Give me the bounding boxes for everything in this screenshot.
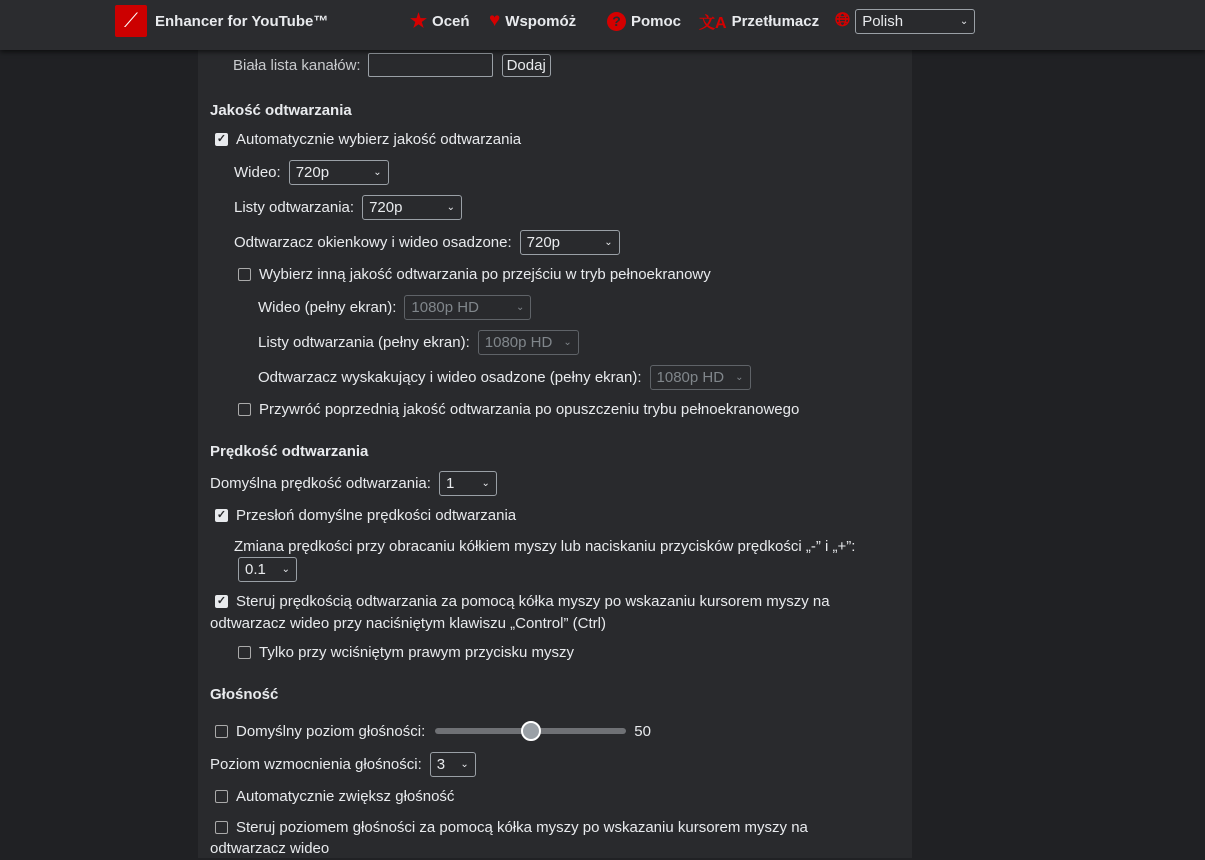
- checkbox-checked[interactable]: ✓: [216, 594, 227, 607]
- auto-quality-option[interactable]: [215, 127, 521, 151]
- boost-row: [210, 752, 476, 776]
- label: Przesłoń domyślne prędkości odtwarzania: [236, 506, 517, 524]
- speed-step-label: Zmiana prędkości przy obracaniu kółkiem myszy lub naciskaniu przycisków prędkości „-” i „+”:: [234, 537, 856, 555]
- checkbox-unchecked[interactable]: [238, 403, 251, 416]
- chevron-down-icon: ⌄: [516, 301, 525, 313]
- chevron-down-icon: ⌄: [460, 758, 469, 770]
- label: Odtwarzacz wyskakujący i wideo osadzone (pełny ekran):: [258, 368, 642, 386]
- fs-popup-select[interactable]: [650, 365, 751, 390]
- whitelist-row: [233, 53, 551, 77]
- value: 0.1: [245, 560, 266, 578]
- value: 1080p HD: [484, 333, 553, 351]
- label: Tylko przy wciśniętym prawym przycisku myszy: [259, 643, 575, 661]
- chevron-down-icon: ⌄: [446, 201, 456, 213]
- rate-label: Oceń: [432, 12, 470, 30]
- translate-label: Przetłumacz: [731, 12, 820, 30]
- checkbox-checked[interactable]: ✓: [216, 508, 227, 521]
- chevron-down-icon: ⌄: [735, 371, 744, 383]
- translate-link[interactable]: [699, 0, 819, 42]
- magic-wand-logo-icon: ⟋: [115, 5, 147, 37]
- fs-video-row: [258, 295, 531, 319]
- fullscreen-quality-option[interactable]: [238, 262, 711, 286]
- speed-step-row: [230, 557, 297, 581]
- whitelist-label: Biała lista kanałów:: [233, 56, 361, 74]
- label: Listy odtwarzania (pełny ekran):: [258, 333, 470, 351]
- playlist-quality-row: [234, 195, 462, 219]
- fs-popup-row: [258, 365, 751, 389]
- chevron-down-icon: ⌄: [959, 15, 969, 27]
- chevron-down-icon: ⌄: [281, 563, 290, 575]
- checkbox-unchecked[interactable]: [215, 790, 228, 803]
- translate-icon: 文A: [699, 14, 727, 32]
- star-icon: ★: [410, 10, 428, 32]
- checkbox-unchecked[interactable]: [215, 725, 228, 738]
- language-select[interactable]: [855, 9, 975, 34]
- donate-label: Wspomóż: [505, 12, 577, 30]
- label: Domyślna prędkość odtwarzania:: [210, 474, 431, 492]
- rate-link[interactable]: [410, 0, 470, 42]
- embedded-quality-row: [234, 230, 620, 254]
- help-label: Pomoc: [631, 12, 682, 30]
- chevron-down-icon: ⌄: [604, 236, 613, 248]
- wheel-speed-label-cont: odtwarzacz wideo przy naciśniętym klawiszu „Control” (Ctrl): [210, 614, 606, 632]
- boost-select[interactable]: [430, 752, 476, 777]
- checkbox-unchecked[interactable]: [215, 821, 228, 834]
- whitelist-input[interactable]: [368, 53, 493, 77]
- auto-increase-option[interactable]: [215, 784, 454, 808]
- donate-link[interactable]: [489, 0, 576, 42]
- right-button-only-option[interactable]: [238, 640, 574, 664]
- label: Domyślny poziom głośności:: [236, 722, 426, 740]
- checkbox-unchecked[interactable]: [238, 646, 251, 659]
- value: 720p: [526, 233, 561, 251]
- language-value: Polish: [862, 12, 904, 30]
- volume-slider[interactable]: [435, 728, 626, 734]
- fs-playlists-select[interactable]: [478, 330, 579, 355]
- wheel-speed-option[interactable]: [215, 589, 830, 613]
- video-quality-select[interactable]: [289, 160, 389, 185]
- value: 1080p HD: [656, 368, 725, 386]
- default-speed-row: [210, 471, 497, 495]
- whitelist-add-button[interactable]: Dodaj: [502, 54, 551, 77]
- label: Przywróć poprzednią jakość odtwarzania po opuszczeniu trybu pełnoekranowego: [259, 400, 800, 418]
- label: Automatycznie wybierz jakość odtwarzania: [236, 130, 522, 148]
- label: Odtwarzacz okienkowy i wideo osadzone:: [234, 233, 512, 251]
- slider-thumb[interactable]: [521, 721, 541, 741]
- globe-icon: 🌐︎: [835, 10, 851, 31]
- restore-quality-option[interactable]: [238, 397, 799, 421]
- checkbox-unchecked[interactable]: [238, 268, 251, 281]
- question-icon: ?: [607, 12, 626, 31]
- wheel-volume-label-cont: odtwarzacz wideo: [210, 839, 330, 857]
- chevron-down-icon: ⌄: [373, 166, 382, 178]
- quality-heading: Jakość odtwarzania: [210, 101, 352, 119]
- override-speeds-option[interactable]: [215, 503, 516, 527]
- speed-heading: Prędkość odtwarzania: [210, 442, 369, 460]
- playlist-quality-select[interactable]: [362, 195, 462, 220]
- chevron-down-icon: ⌄: [481, 477, 490, 489]
- volume-heading: Głośność: [210, 685, 279, 703]
- fs-video-select[interactable]: [404, 295, 531, 320]
- default-volume-row: [215, 719, 651, 743]
- label: Listy odtwarzania:: [234, 198, 355, 216]
- value: 1080p HD: [411, 298, 479, 316]
- label: Wideo:: [234, 163, 281, 181]
- embedded-quality-select[interactable]: [520, 230, 620, 255]
- chevron-down-icon: ⌄: [563, 336, 572, 348]
- fs-playlists-row: [258, 330, 579, 354]
- heart-icon: ♥: [489, 10, 501, 31]
- value: 720p: [369, 198, 403, 216]
- video-quality-row: [234, 160, 389, 184]
- top-bar: [0, 0, 1205, 50]
- label: Steruj poziomem głośności za pomocą kółka myszy po wskazaniu kursorem myszy na: [236, 818, 808, 836]
- language-selector: [835, 0, 975, 42]
- label: Poziom wzmocnienia głośności:: [210, 755, 422, 773]
- label: Steruj prędkością odtwarzania za pomocą kółka myszy po wskazaniu kursorem myszy na: [236, 592, 830, 610]
- label: Automatycznie zwiększ głośność: [236, 787, 455, 805]
- app-title: Enhancer for YouTube™: [155, 12, 329, 30]
- speed-step-select[interactable]: [238, 557, 297, 582]
- default-speed-select[interactable]: [439, 471, 497, 496]
- value: 1: [445, 474, 455, 492]
- help-link[interactable]: [607, 0, 681, 42]
- value: 3: [436, 755, 446, 773]
- label: Wybierz inną jakość odtwarzania po przejściu w tryb pełnoekranowy: [259, 265, 711, 283]
- value: 720p: [295, 163, 330, 181]
- volume-value: 50: [634, 722, 651, 740]
- label: Wideo (pełny ekran):: [258, 298, 397, 316]
- checkbox-checked[interactable]: ✓: [216, 132, 227, 145]
